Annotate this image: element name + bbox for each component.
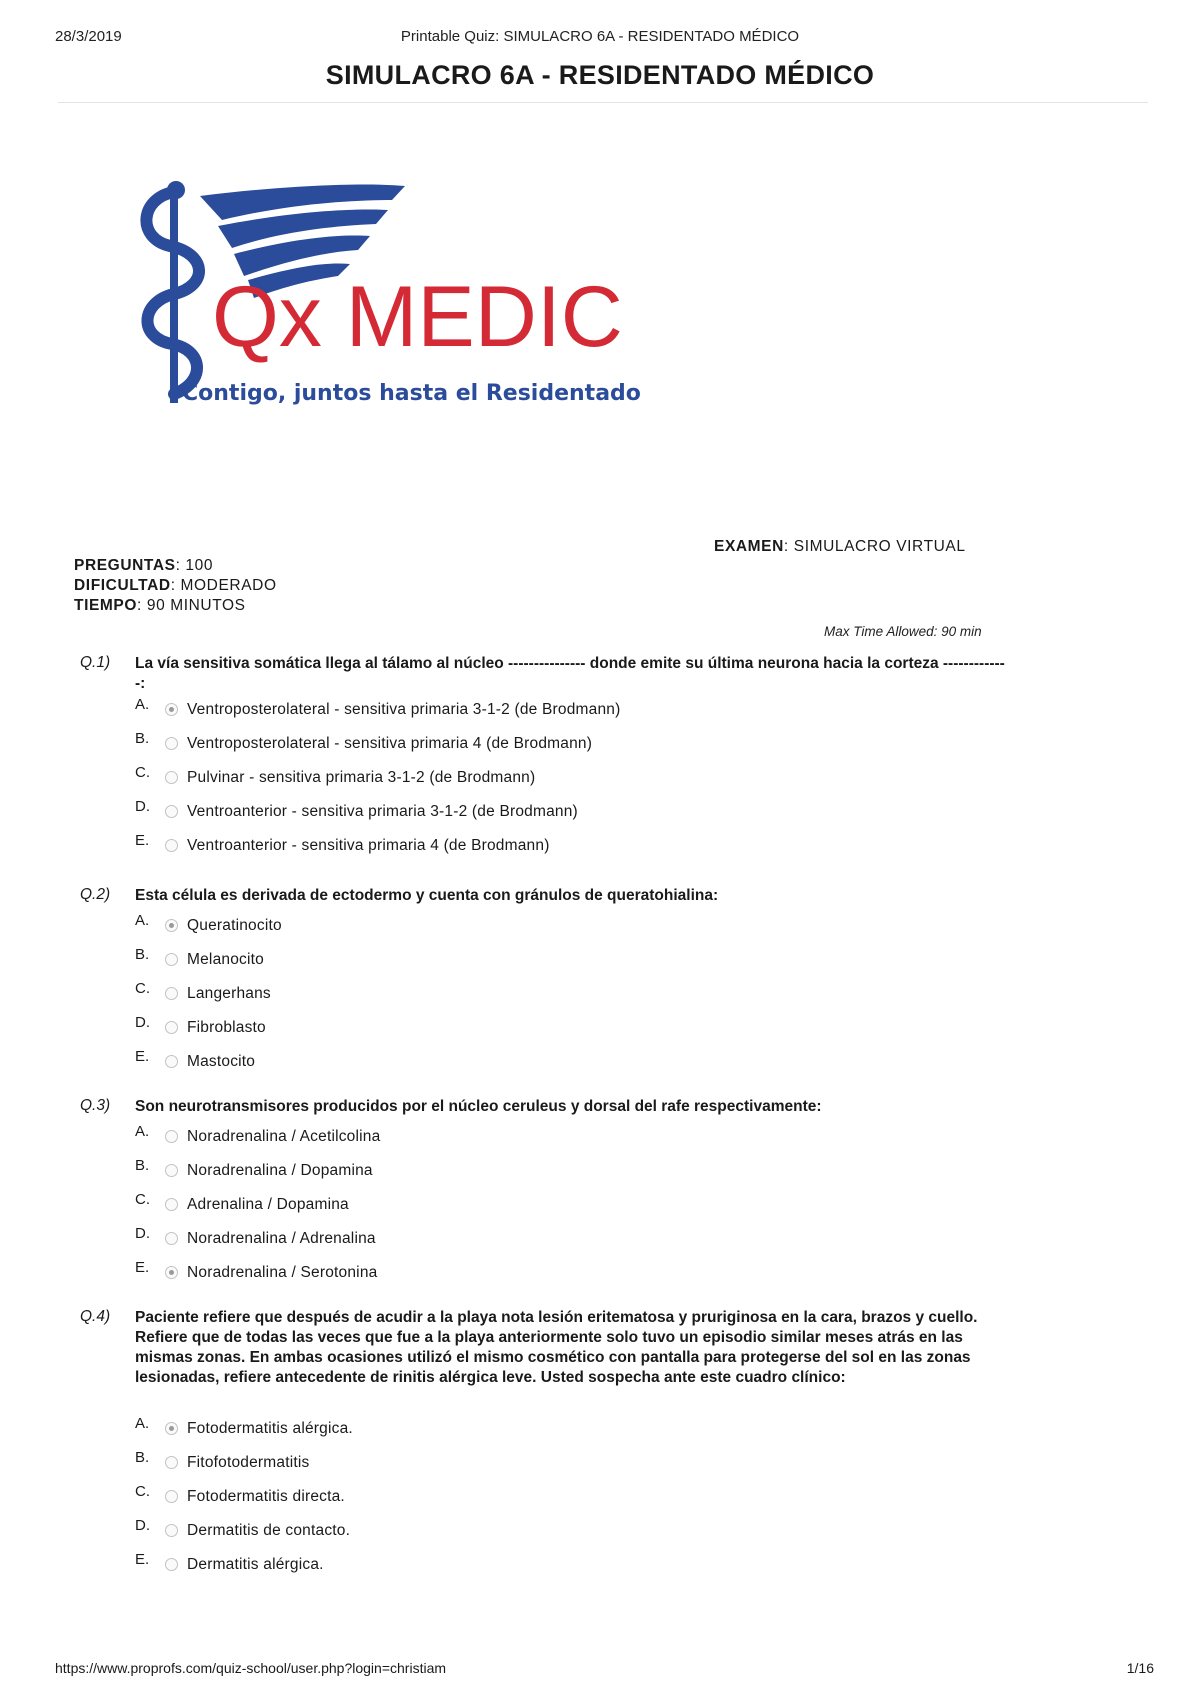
radio-button[interactable] — [165, 771, 178, 784]
option-e[interactable] — [0, 1048, 1200, 1079]
option-text: Fotodermatitis directa. — [187, 1488, 345, 1505]
option-text: Ventroposterolateral - sensitiva primaria 3-1-2 (de Brodmann) — [187, 701, 621, 718]
option-a[interactable] — [0, 912, 1200, 943]
option-b[interactable] — [0, 946, 1200, 977]
option-a[interactable] — [0, 1123, 1200, 1154]
questions-value: 100 — [185, 557, 214, 574]
page-number: 1/16 — [1126, 1660, 1154, 1676]
option-letter: D. — [135, 1014, 150, 1031]
difficulty: DIFICULTAD: MODERADO — [74, 577, 277, 594]
question-number: Q.3) — [80, 1097, 111, 1114]
radio-button[interactable] — [165, 1524, 178, 1537]
option-c[interactable] — [0, 980, 1200, 1011]
question-number: Q.2) — [80, 886, 111, 903]
exam-label: EXAMEN — [714, 538, 784, 555]
option-letter: B. — [135, 730, 150, 747]
question-number: Q.4) — [80, 1308, 111, 1325]
option-text: Fitofotodermatitis — [187, 1454, 310, 1471]
question-text: Esta célula es derivada de ectodermo y cuenta con gránulos de queratohialina: — [135, 887, 719, 904]
radio-button[interactable] — [165, 1558, 178, 1571]
radio-button[interactable] — [165, 1021, 178, 1034]
option-letter: C. — [135, 764, 150, 781]
exam-info: EXAMEN: SIMULACRO VIRTUAL — [714, 538, 966, 555]
radio-button[interactable] — [165, 805, 178, 818]
time: TIEMPO: 90 MINUTOS — [74, 597, 246, 614]
print-date: 28/3/2019 — [55, 28, 122, 45]
option-a[interactable] — [0, 1415, 1200, 1446]
option-text: Noradrenalina / Serotonina — [187, 1264, 378, 1281]
brand-text: Qx MEDIC — [212, 269, 623, 365]
radio-button[interactable] — [165, 1130, 178, 1143]
question-text: Son neurotransmisores producidos por el núcleo ceruleus y dorsal del rafe respectivamente: — [135, 1098, 822, 1115]
option-text: Dermatitis alérgica. — [187, 1556, 324, 1573]
option-text: Queratinocito — [187, 917, 282, 934]
option-letter: A. — [135, 912, 150, 929]
option-c[interactable] — [0, 1483, 1200, 1514]
option-text: Ventroanterior - sensitiva primaria 4 (de Brodmann) — [187, 837, 550, 854]
option-text: Fibroblasto — [187, 1019, 266, 1036]
option-b[interactable] — [0, 1449, 1200, 1480]
print-document-title: Printable Quiz: SIMULACRO 6A - RESIDENTADO MÉDICO — [400, 28, 800, 45]
option-e[interactable] — [0, 1551, 1200, 1582]
option-letter: A. — [135, 696, 150, 713]
max-time-allowed: Max Time Allowed: 90 min — [824, 624, 982, 639]
option-text: Melanocito — [187, 951, 264, 968]
questions-count: PREGUNTAS: 100 — [74, 557, 214, 574]
question-number: Q.1) — [80, 654, 111, 671]
option-letter: B. — [135, 1157, 150, 1174]
option-text: Ventroposterolateral - sensitiva primaria 4 (de Brodmann) — [187, 735, 593, 752]
questions-label: PREGUNTAS — [74, 557, 176, 574]
option-letter: A. — [135, 1415, 150, 1432]
option-text: Langerhans — [187, 985, 271, 1002]
option-a[interactable] — [0, 696, 1200, 727]
radio-button[interactable] — [165, 1198, 178, 1211]
quiz-title: SIMULACRO 6A - RESIDENTADO MÉDICO — [325, 60, 875, 90]
option-text: Noradrenalina / Acetilcolina — [187, 1128, 381, 1145]
radio-button[interactable] — [165, 1266, 178, 1279]
option-letter: C. — [135, 1483, 150, 1500]
radio-button[interactable] — [165, 703, 178, 716]
radio-button[interactable] — [165, 919, 178, 932]
option-letter: B. — [135, 946, 150, 963]
radio-button[interactable] — [165, 953, 178, 966]
option-e[interactable] — [0, 832, 1200, 863]
option-d[interactable] — [0, 798, 1200, 829]
option-letter: E. — [135, 1551, 150, 1568]
option-text: Dermatitis de contacto. — [187, 1522, 351, 1539]
radio-button[interactable] — [165, 737, 178, 750]
qx-medic-logo — [130, 168, 650, 428]
radio-button[interactable] — [165, 1456, 178, 1469]
option-d[interactable] — [0, 1014, 1200, 1045]
question-text: La vía sensitiva somática llega al tálamo al núcleo --------------- donde emite su última neurona hacia la corteza -------------: — [135, 655, 1005, 692]
option-d[interactable] — [0, 1517, 1200, 1548]
option-letter: E. — [135, 1048, 150, 1065]
option-letter: E. — [135, 832, 150, 849]
footer-url[interactable]: https://www.proprofs.com/quiz-school/user.php?login=christiam — [55, 1660, 447, 1676]
time-value: 90 MINUTOS — [146, 597, 246, 614]
radio-button[interactable] — [165, 1490, 178, 1503]
option-text: Ventroanterior - sensitiva primaria 3-1-2 (de Brodmann) — [187, 803, 578, 820]
radio-button[interactable] — [165, 987, 178, 1000]
caduceus-logo-icon — [130, 168, 650, 428]
option-letter: C. — [135, 1191, 150, 1208]
question-text: Paciente refiere que después de acudir a la playa nota lesión eritematosa y pruriginosa en la cara, brazos y cuello. Refiere que de todas las veces que fue a la playa anteriormente solo tuvo un episodio similar meses atrás en las mismas zonas. En ambas ocasiones utilizó el mismo cosmético con pantalla para protegerse del sol en las zonas lesionadas, refiere antecedente de rinitis alérgica leve. Usted sospecha ante este cuadro clínico: — [135, 1309, 978, 1386]
option-text: Fotodermatitis alérgica. — [187, 1420, 353, 1437]
option-c[interactable] — [0, 1191, 1200, 1222]
radio-button[interactable] — [165, 839, 178, 852]
radio-button[interactable] — [165, 1422, 178, 1435]
option-c[interactable] — [0, 764, 1200, 795]
option-letter: C. — [135, 980, 150, 997]
option-e[interactable] — [0, 1259, 1200, 1290]
option-text: Noradrenalina / Adrenalina — [187, 1230, 376, 1247]
radio-button[interactable] — [165, 1164, 178, 1177]
option-text: Pulvinar - sensitiva primaria 3-1-2 (de Brodmann) — [187, 769, 536, 786]
radio-button[interactable] — [165, 1055, 178, 1068]
difficulty-label: DIFICULTAD — [74, 577, 171, 594]
option-text: Adrenalina / Dopamina — [187, 1196, 349, 1213]
option-text: Noradrenalina / Dopamina — [187, 1162, 373, 1179]
difficulty-value: MODERADO — [180, 577, 277, 594]
quiz-meta — [74, 556, 277, 616]
brand-tagline: Contigo, juntos hasta el Residentado — [182, 381, 641, 406]
exam-value: SIMULACRO VIRTUAL — [793, 538, 966, 555]
option-letter: E. — [135, 1259, 150, 1276]
title-divider — [58, 102, 1148, 103]
option-text: Mastocito — [187, 1053, 256, 1070]
radio-button[interactable] — [165, 1232, 178, 1245]
option-d[interactable] — [0, 1225, 1200, 1256]
option-b[interactable] — [0, 1157, 1200, 1188]
option-letter: D. — [135, 798, 150, 815]
option-letter: A. — [135, 1123, 150, 1140]
time-label: TIEMPO — [74, 597, 138, 614]
option-letter: D. — [135, 1517, 150, 1534]
option-b[interactable] — [0, 730, 1200, 761]
option-letter: D. — [135, 1225, 150, 1242]
option-letter: B. — [135, 1449, 150, 1466]
